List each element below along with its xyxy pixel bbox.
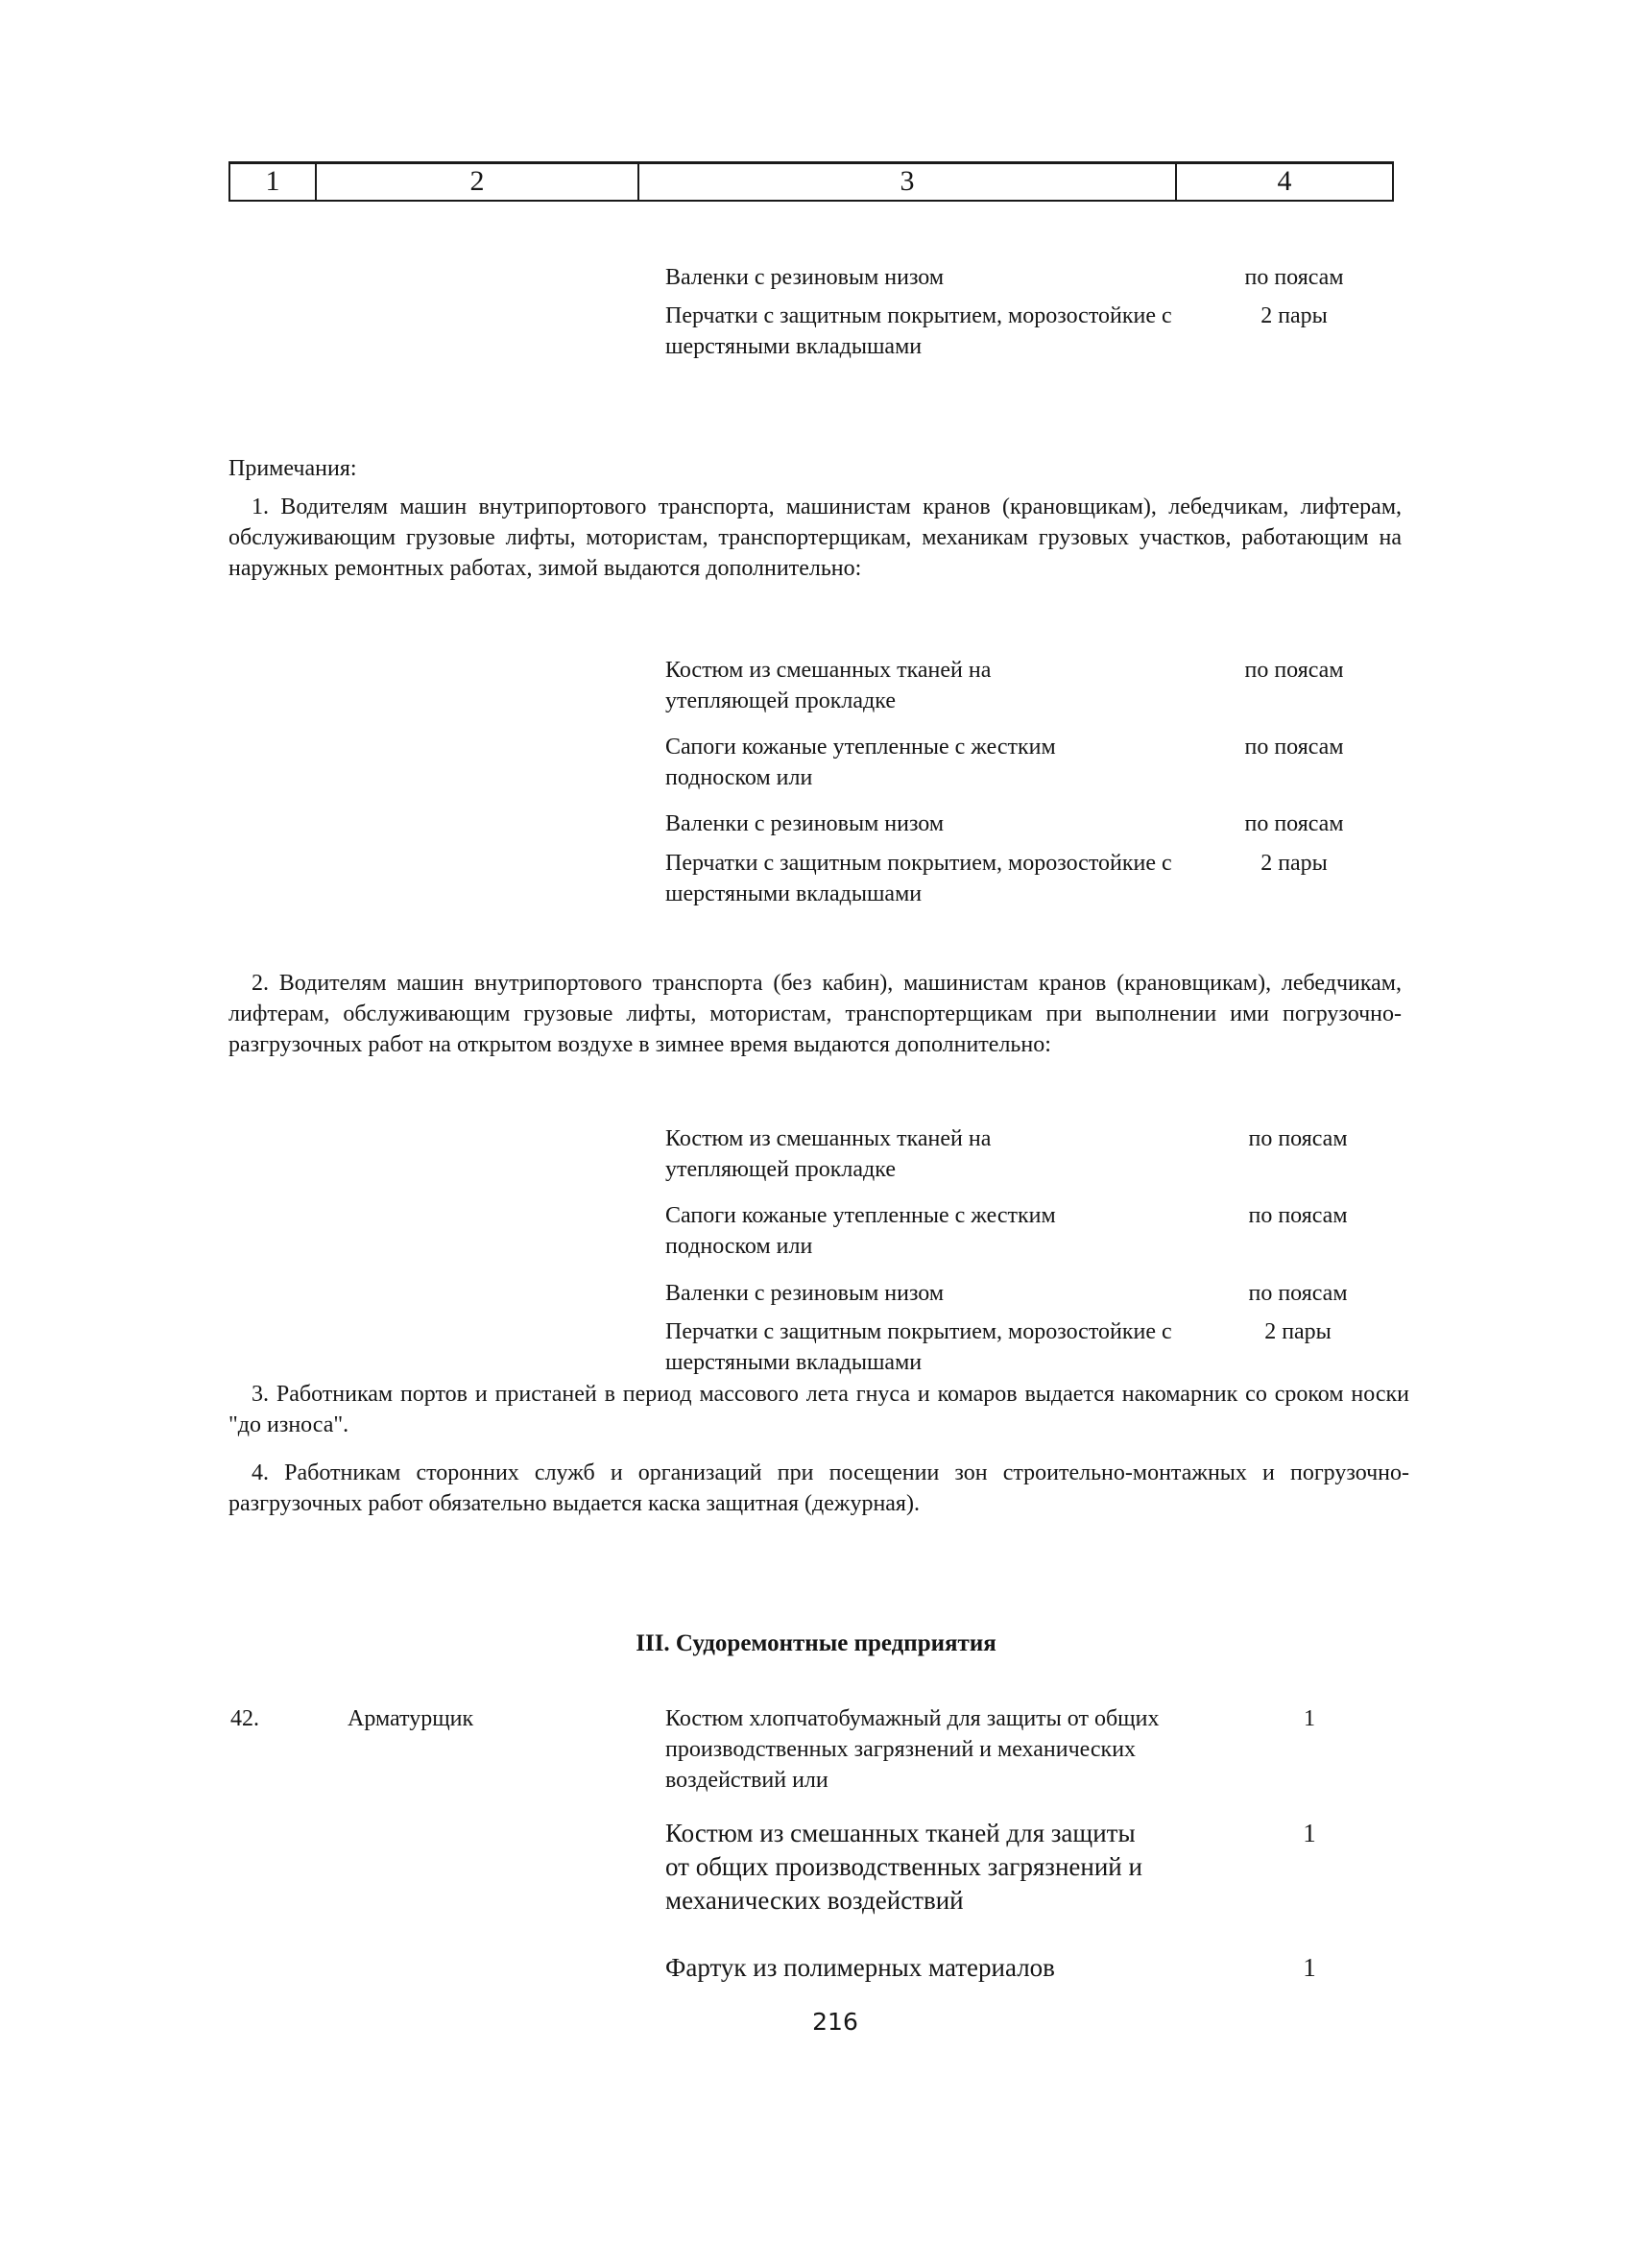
- item-text: Костюм из смешанных тканей для защиты от общих производственных загрязнений и механических воздействий: [665, 1819, 1142, 1915]
- item-qty: 2 пары: [1260, 303, 1328, 328]
- item-text: Валенки с резиновым низом: [665, 265, 945, 290]
- section-title: III. Судоремонтные предприятия: [636, 1630, 996, 1656]
- item-qty: 1: [1304, 1706, 1315, 1731]
- item-qty: по поясам: [1248, 1126, 1348, 1151]
- header-col-2: 2: [317, 164, 639, 200]
- profession: Арматурщик: [348, 1706, 474, 1731]
- note-2: 2. Водителям машин внутрипортового транспорта (без кабин), машинистам кранов (крановщикам), лебедчикам, лифтерам, обслуживающим грузовые лифты, мотористам, транспортерщикам при выполнении ими погрузочно-разгрузочных работ на открытом воздухе в зимнее время выдаются дополнительно:: [228, 971, 1402, 1057]
- item-qty: по поясам: [1244, 658, 1344, 683]
- header-col-1: 1: [230, 164, 317, 200]
- item-text: Фартук из полимерных материалов: [665, 1953, 1055, 1982]
- entry-number: 42.: [230, 1706, 259, 1731]
- item-text: Костюм хлопчатобумажный для защиты от общих производственных загрязнений и механических воздействий или: [665, 1706, 1160, 1793]
- item-text: Костюм из смешанных тканей на утепляющей прокладке: [665, 1126, 992, 1182]
- item-text: Валенки с резиновым низом: [665, 811, 945, 836]
- item-text: Костюм из смешанных тканей на утепляющей прокладке: [665, 658, 992, 713]
- item-qty: 2 пары: [1264, 1319, 1332, 1344]
- item-text: Перчатки с защитным покрытием, морозостойкие с шерстяными вкладышами: [665, 303, 1172, 359]
- item-text: Перчатки с защитным покрытием, морозостойкие с шерстяными вкладышами: [665, 1319, 1172, 1375]
- header-col-3: 3: [639, 164, 1177, 200]
- note-4: 4. Работникам сторонних служб и организаций при посещении зон строительно-монтажных и погрузочно-разгрузочных работ обязательно выдается каска защитная (дежурная).: [228, 1460, 1409, 1516]
- item-text: Валенки с резиновым низом: [665, 1281, 945, 1306]
- item-text: Перчатки с защитным покрытием, морозостойкие с шерстяными вкладышами: [665, 851, 1172, 906]
- item-qty: 1: [1303, 1953, 1316, 1982]
- page-number: 216: [812, 2008, 858, 2036]
- item-qty: по поясам: [1248, 1281, 1348, 1306]
- item-qty: 1: [1303, 1819, 1316, 1847]
- note-1: 1. Водителям машин внутрипортового транспорта, машинистам кранов (крановщикам), лебедчикам, лифтерам, обслуживающим грузовые лифты, мотористам, транспортерщикам, механикам грузовых участков, работающим на наружных ремонтных работах, зимой выдаются дополнительно:: [228, 495, 1402, 581]
- notes-title: Примечания:: [228, 456, 357, 481]
- item-qty: 2 пары: [1260, 851, 1328, 876]
- item-text: Сапоги кожаные утепленные с жестким подноском или: [665, 735, 1056, 790]
- item-qty: по поясам: [1244, 811, 1344, 836]
- item-qty: по поясам: [1248, 1203, 1348, 1228]
- table-header-row: [228, 161, 1394, 202]
- note-3: 3. Работникам портов и пристаней в период массового лета гнуса и комаров выдается накомарник со сроком носки "до износа".: [228, 1382, 1409, 1437]
- item-text: Сапоги кожаные утепленные с жестким подноском или: [665, 1203, 1056, 1259]
- item-qty: по поясам: [1244, 265, 1344, 290]
- header-col-4: 4: [1277, 165, 1292, 197]
- item-qty: по поясам: [1244, 735, 1344, 760]
